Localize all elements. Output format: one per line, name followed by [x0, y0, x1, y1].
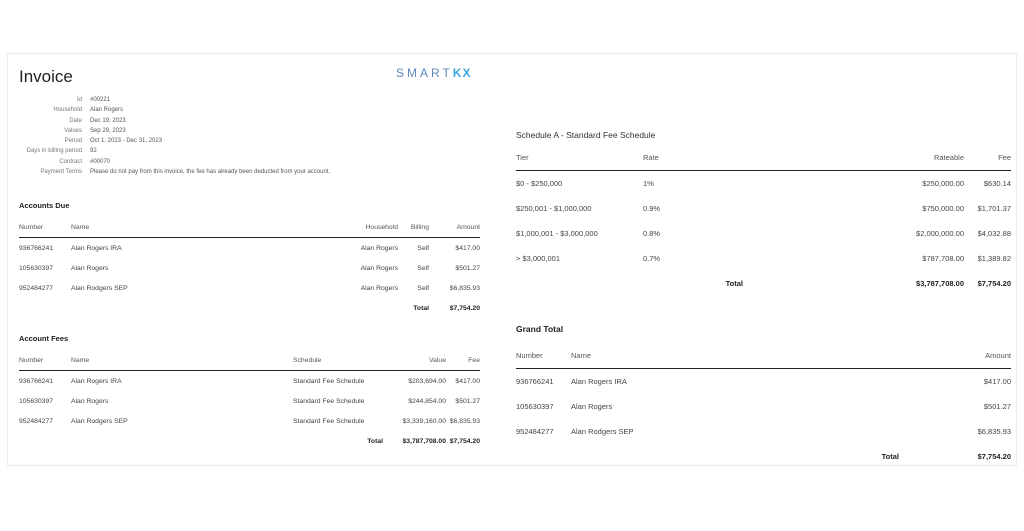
- schedule-title: Schedule A - Standard Fee Schedule: [516, 130, 656, 140]
- account-fees-heading: Account Fees: [19, 334, 69, 343]
- table-row: $1,000,001 - $3,000,000 0.8% $2,000,000.00 $4,032.88: [516, 229, 1011, 238]
- table-row: $0 - $250,000 1% $250,000.00 $630.14: [516, 179, 1011, 188]
- table-row: 936766241 Alan Rogers IRA $417.00: [516, 377, 1011, 386]
- total-row: Total $3,787,708.00 $7,754.20: [367, 437, 480, 445]
- col-name: Name: [571, 343, 911, 369]
- table-row: 105630397 Alan Rogers Alan Rogers Self $501.27: [19, 264, 480, 272]
- table-row: 952484277 Alan Rodgers SEP Standard Fee Schedule $3,339,160.00 $6,835.93: [19, 417, 480, 425]
- col-amount: Amount: [429, 217, 480, 238]
- table-row: 936766241 Alan Rogers IRA Standard Fee Schedule $203,694.00 $417.00: [19, 377, 480, 385]
- detail-row: Period Oct 1, 2023 - Dec 31, 2023: [64, 138, 163, 145]
- detail-row: Days in billing period 92: [26, 148, 97, 155]
- total-row: Total $7,754.20: [413, 304, 480, 312]
- col-rate: Rate: [643, 145, 743, 171]
- grand-total-heading: Grand Total: [516, 324, 564, 334]
- detail-row: Values Sep 29, 2023: [64, 127, 126, 134]
- account-fees-table: [19, 350, 480, 451]
- total-row: Total $7,754.20: [881, 452, 1011, 461]
- table-row: 936766241 Alan Rogers IRA Alan Rogers Self $417.00: [19, 244, 480, 252]
- col-fee: Fee: [446, 350, 480, 371]
- table-row: 105630397 Alan Rogers Standard Fee Schedule $244,854.00 $501.27: [19, 397, 480, 405]
- table-row: $250,001 - $1,000,000 0.9% $750,000.00 $1,701.37: [516, 204, 1011, 213]
- col-amount: Amount: [911, 343, 1011, 369]
- fee-schedule-table: [516, 145, 1011, 296]
- total-row: Total $3,787,708.00 $7,754.20: [725, 279, 1011, 288]
- detail-row: Contract #00070: [59, 158, 111, 165]
- table-row: > $3,000,001 0.7% $787,708.00 $1,389.82: [516, 254, 1011, 263]
- col-rateable: Rateable: [743, 145, 964, 171]
- detail-row: Household Alan Rogers: [53, 107, 124, 114]
- table-row: 952484277 Alan Rodgers SEP Alan Rogers Self $6,835.93: [19, 284, 480, 292]
- col-name: Name: [71, 350, 293, 371]
- col-name: Name: [71, 217, 298, 238]
- smartkx-logo: SMARTKX: [396, 66, 472, 80]
- col-household: Household: [298, 217, 398, 238]
- detail-row: Id #00221: [76, 97, 111, 103]
- page-title: Invoice: [19, 67, 73, 86]
- detail-row: Payment Terms Please do not pay from this invoice, the fee has already been deducted from your account.: [40, 169, 331, 176]
- col-tier: Tier: [516, 145, 643, 171]
- col-value: Value: [383, 350, 446, 371]
- accounts-due-heading: Accounts Due: [19, 201, 70, 210]
- col-billing: Billing: [398, 217, 429, 238]
- grand-total-table: [516, 343, 1011, 469]
- col-number: Number: [516, 343, 571, 369]
- table-row: 105630397 Alan Rogers $501.27: [516, 402, 1011, 411]
- col-number: Number: [19, 350, 71, 371]
- col-schedule: Schedule: [293, 350, 383, 371]
- col-fee: Fee: [964, 145, 1011, 171]
- col-number: Number: [19, 217, 71, 238]
- table-row: 952484277 Alan Rodgers SEP $6,835.93: [516, 427, 1011, 436]
- invoice-details: [12, 95, 330, 177]
- detail-row: Date Dec 19, 2023: [69, 117, 126, 124]
- accounts-due-table: [19, 217, 480, 318]
